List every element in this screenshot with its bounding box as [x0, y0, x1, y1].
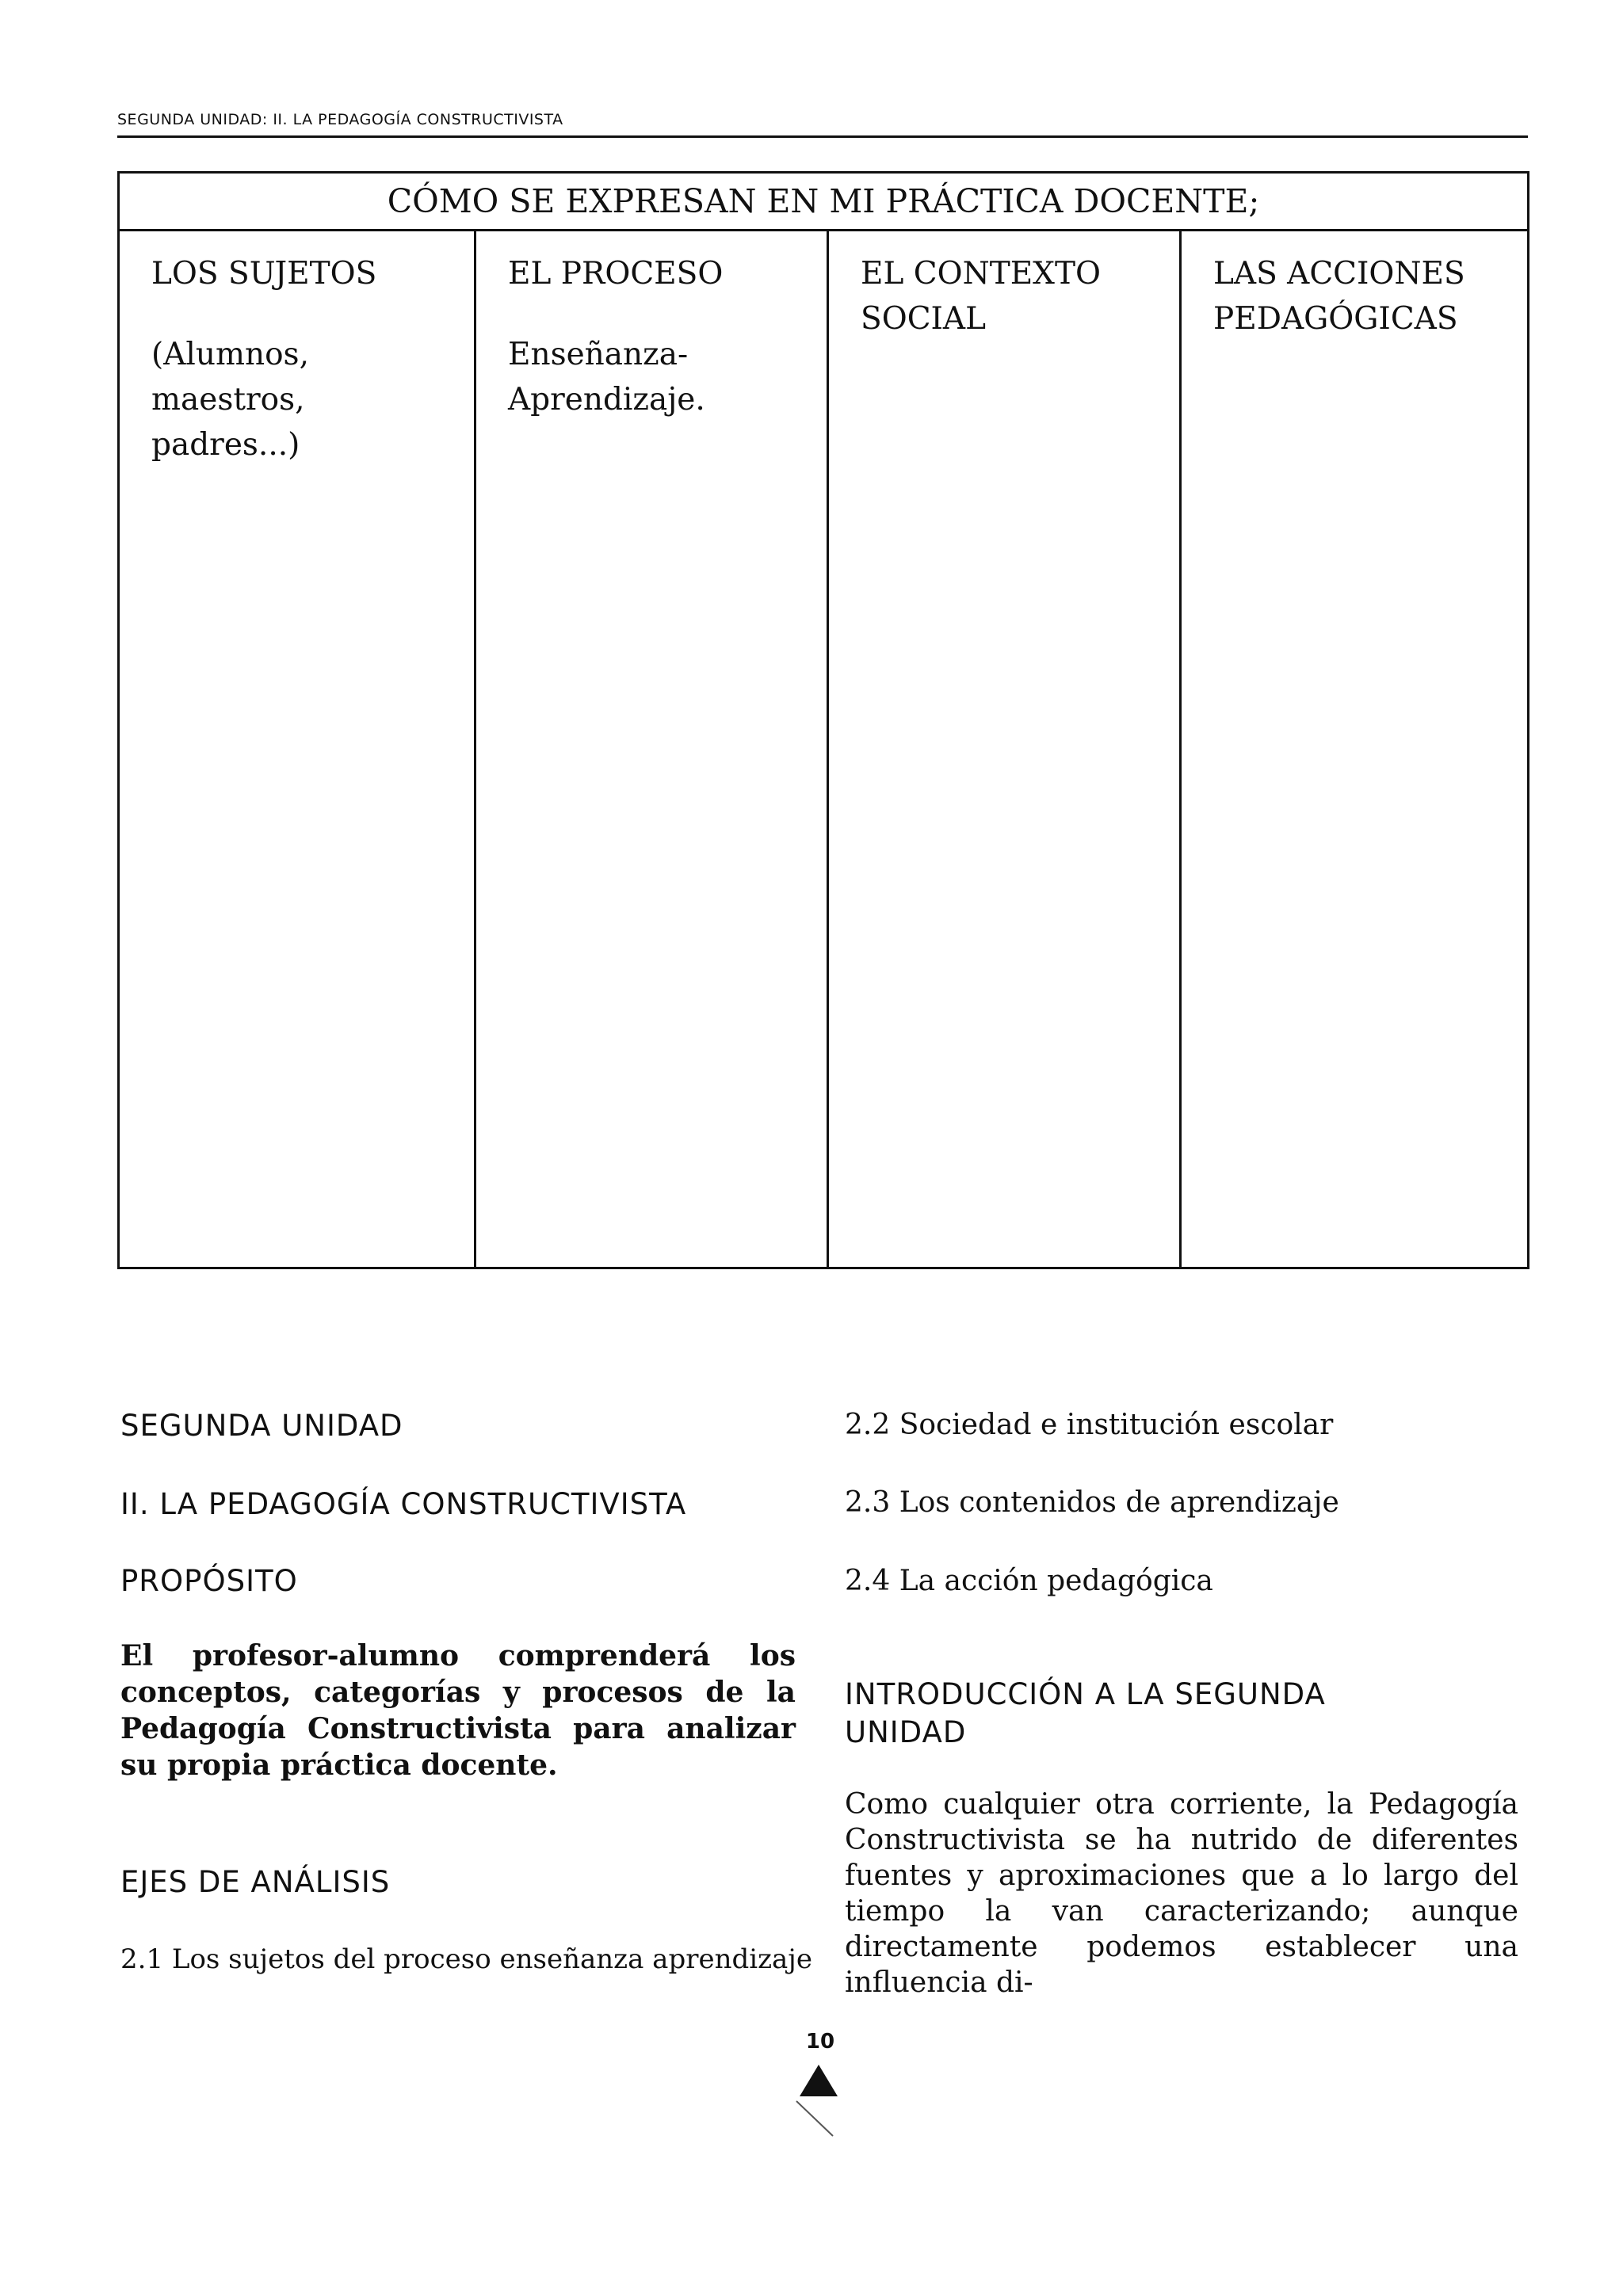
- unit-heading: SEGUNDA UNIDAD: [120, 1409, 403, 1443]
- column-detail: (Alumnos, maestros, padres...): [151, 337, 309, 463]
- column-heading: LAS ACCIONES PEDAGÓGICAS: [1213, 256, 1465, 337]
- table-column-proceso: [474, 231, 827, 1267]
- page-number: 10: [805, 2030, 835, 2054]
- table-column-contexto: [827, 231, 1179, 1267]
- table-column-acciones: [1179, 231, 1527, 1267]
- table-title: CÓMO SE EXPRESAN EN MI PRÁCTICA DOCENTE;: [120, 174, 1527, 231]
- axes-item: 2.2 Sociedad e institución escolar: [845, 1409, 1334, 1441]
- purpose-heading: PROPÓSITO: [120, 1564, 298, 1598]
- header-rule: [117, 135, 1528, 138]
- column-heading: EL CONTEXTO SOCIAL: [861, 256, 1101, 337]
- unit-title: II. LA PEDAGOGÍA CONSTRUCTIVISTA: [120, 1487, 687, 1521]
- table-column-sujetos: [120, 231, 474, 1267]
- axes-item: 2.1 Los sujetos del proceso enseñanza aprendizaje: [120, 1943, 812, 1975]
- purpose-text: El profesor-alumno comprenderá los conceptos, categorías y procesos de la Pedagogía Constructivista para analizar su propia práctica docente.: [120, 1639, 796, 1782]
- running-header: SEGUNDA UNIDAD: II. LA PEDAGOGÍA CONSTRUCTIVISTA: [117, 111, 563, 128]
- intro-heading: INTRODUCCIÓN A LA SEGUNDA UNIDAD: [845, 1677, 1326, 1749]
- column-heading: EL PROCESO: [508, 256, 724, 292]
- intro-text: Como cualquier otra corriente, la Pedagogía Constructivista se ha nutrido de diferentes fuentes y aproximaciones que a lo largo del tiempo la van caracterizando; aunque directamente podemos establecer una influencia di-: [845, 1788, 1518, 1999]
- practice-table: [117, 171, 1529, 1269]
- triangle-icon: [800, 2065, 838, 2096]
- axes-item: 2.4 La acción pedagógica: [845, 1565, 1213, 1597]
- column-heading: LOS SUJETOS: [151, 256, 377, 292]
- axes-item: 2.3 Los contenidos de aprendizaje: [845, 1486, 1339, 1519]
- column-detail: Enseñanza- Aprendizaje.: [508, 337, 705, 418]
- scan-mark: [795, 2100, 842, 2139]
- axes-heading: EJES DE ANÁLISIS: [120, 1865, 391, 1899]
